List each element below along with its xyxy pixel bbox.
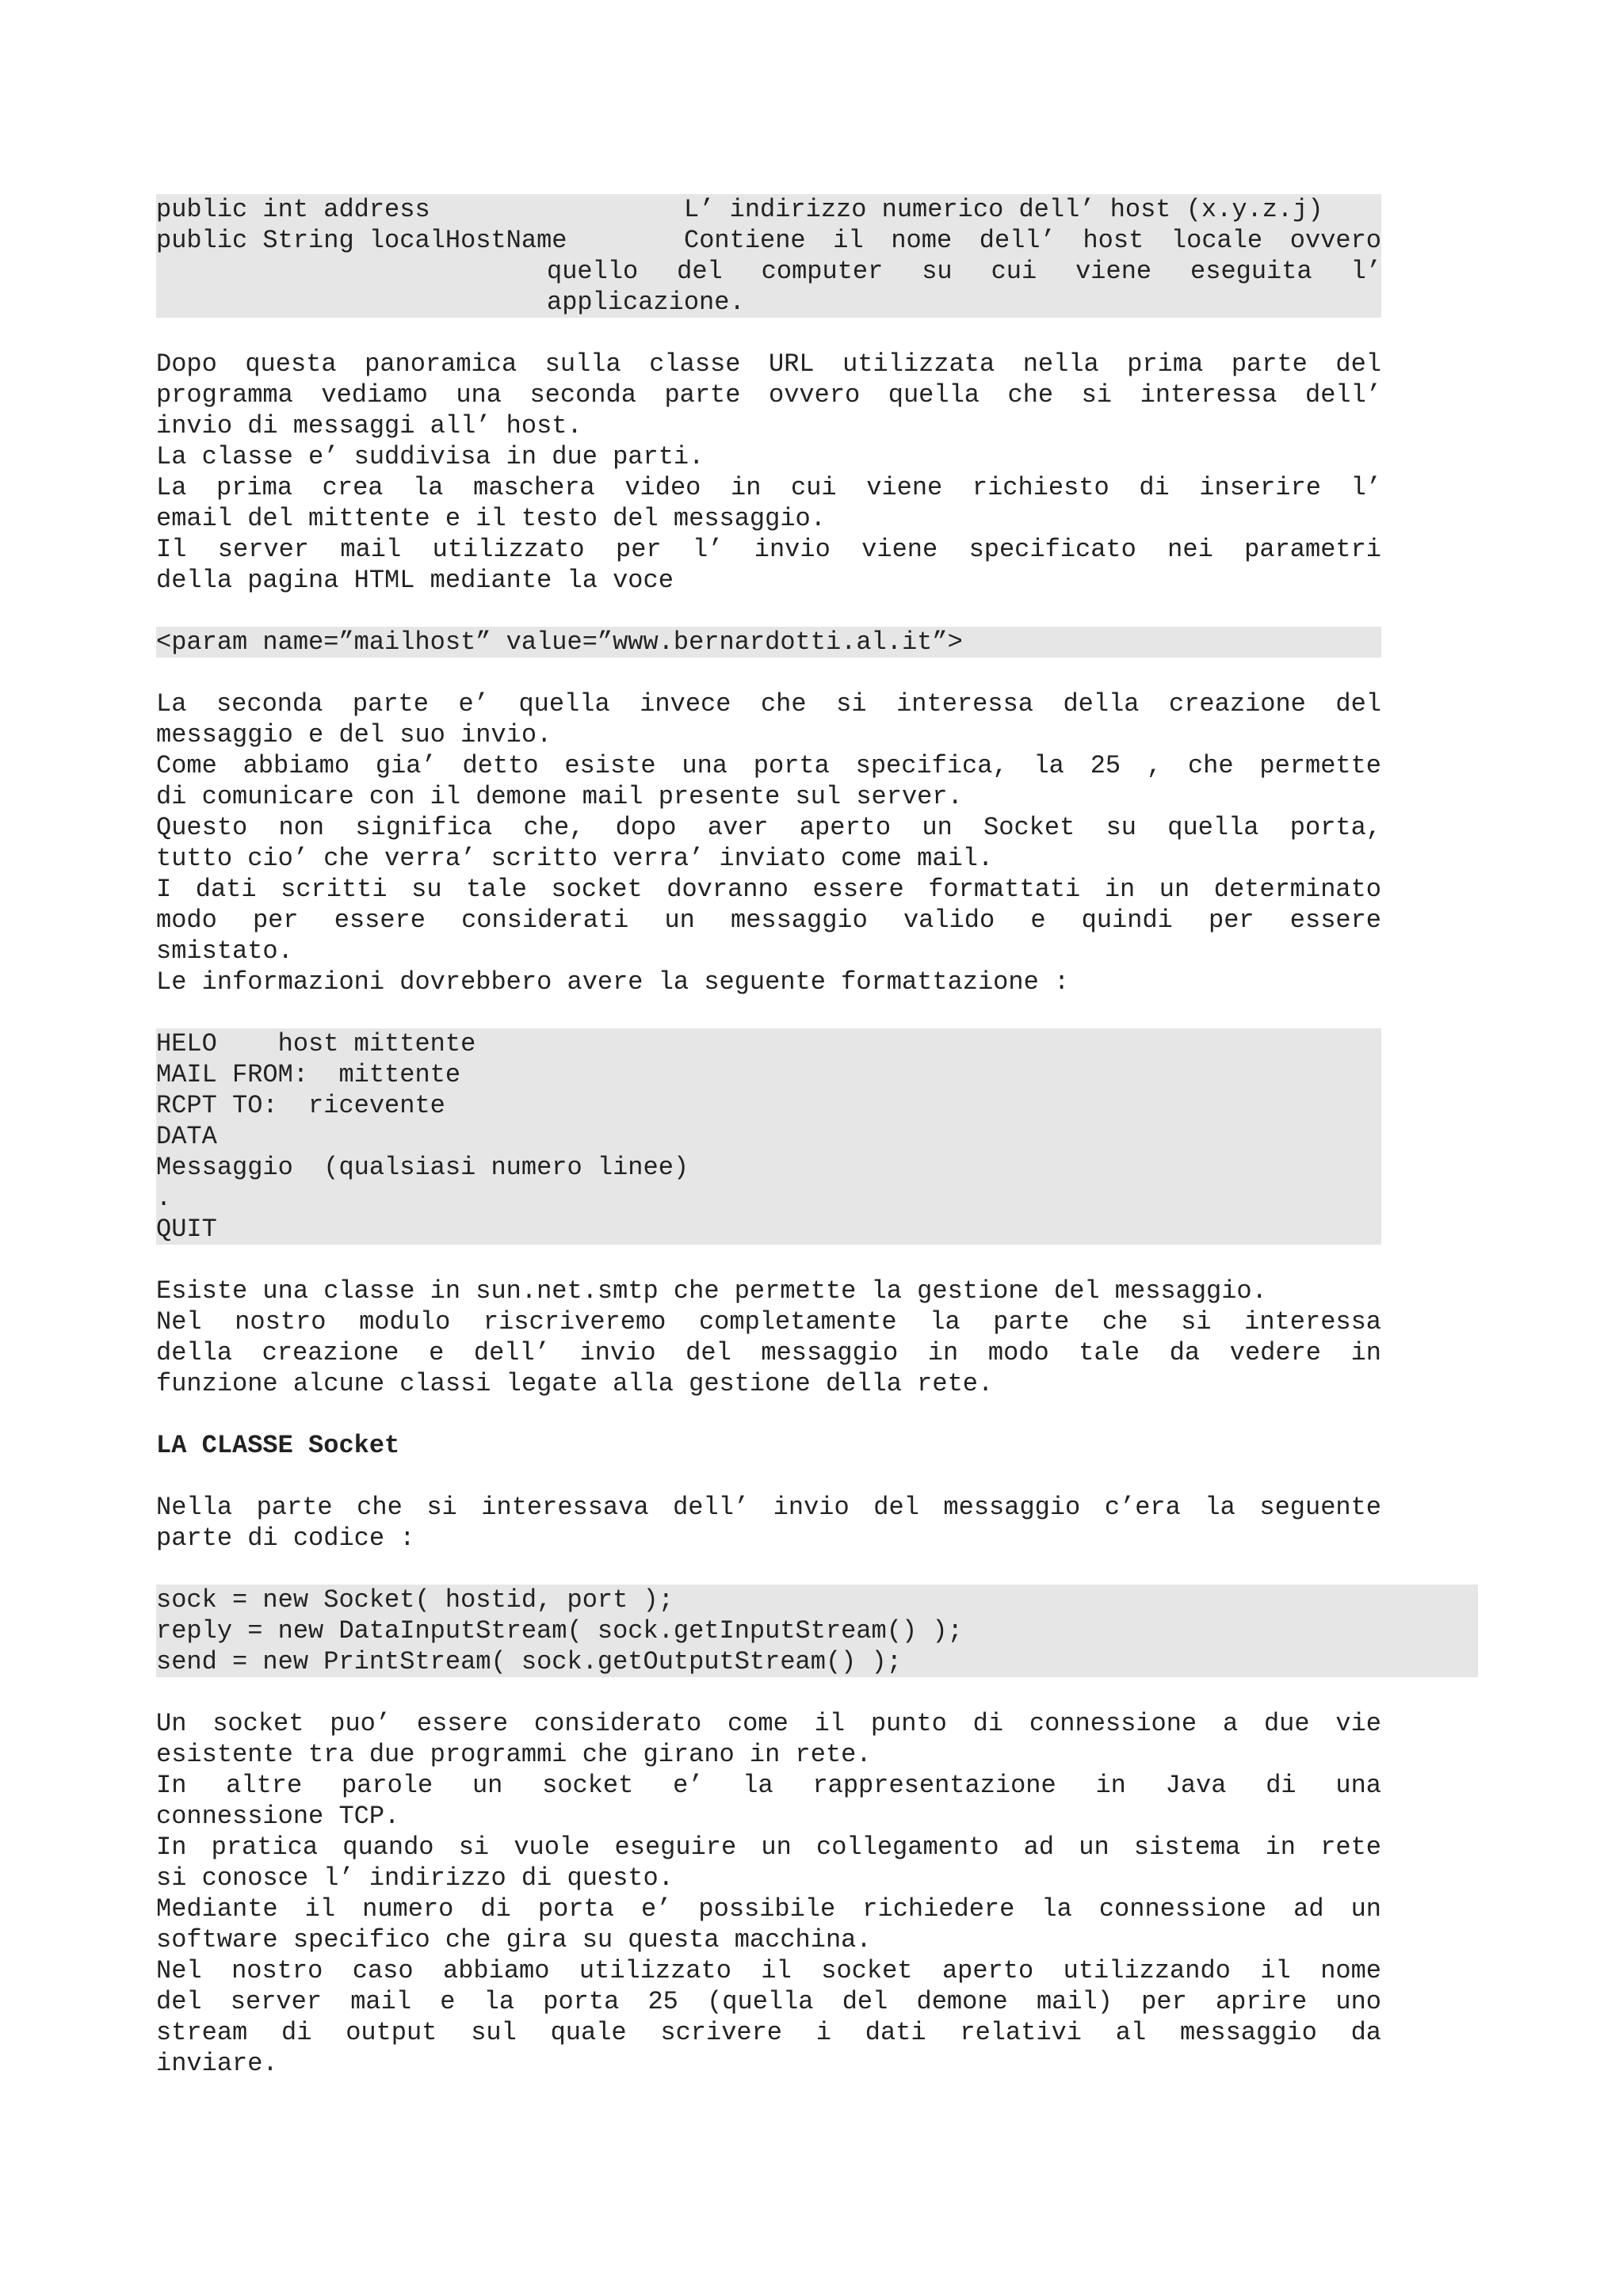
text-line: stream di output sul quale scrivere i dati relativi al messaggio da (156, 2018, 1381, 2047)
code-line: HELO host mittente (156, 1029, 476, 1058)
text-line: Nel nostro caso abbiamo utilizzato il socket aperto utilizzando il nome (156, 1956, 1381, 1985)
text-line: inviare. (156, 2049, 278, 2078)
text-line: Il server mail utilizzato per l’ invio viene specificato nei parametri (156, 535, 1381, 564)
code-line: send = new PrintStream( sock.getOutputStream() ); (156, 1647, 902, 1676)
field-row-localhostname (156, 225, 1381, 256)
text-line: modo per essere considerati un messaggio valido e quindi per essere (156, 906, 1381, 935)
code-line: MAIL FROM: mittente (156, 1060, 461, 1089)
text-line: messaggio e del suo invio. (156, 720, 552, 749)
text-line: esistente tra due programmi che girano in rete. (156, 1740, 872, 1769)
text-line: In altre parole un socket e’ la rappresentazione in Java di una (156, 1771, 1381, 1800)
fields-table (156, 194, 1381, 318)
text-line: di comunicare con il demone mail presente sul server. (156, 782, 963, 811)
text-line: connessione TCP. (156, 1802, 400, 1831)
text-line: La classe e’ suddivisa in due parti. (156, 442, 705, 471)
field-declaration: public int address (156, 195, 430, 224)
field-description: Contiene il nome dell’ host locale ovvero (684, 226, 1381, 255)
paragraph-socket-explanation (156, 1708, 1381, 2079)
paragraph-url-overview (156, 349, 1381, 596)
section-heading: LA CLASSE Socket (156, 1431, 400, 1460)
text-line: parte di codice : (156, 1524, 415, 1553)
code-line: reply = new DataInputStream( sock.getInputStream() ); (156, 1616, 963, 1646)
field-declaration: public String localHostName (156, 226, 567, 255)
code-line: QUIT (156, 1215, 217, 1244)
code-line: . (156, 1184, 172, 1213)
code-line: Messaggio (qualsiasi numero linee) (156, 1153, 689, 1182)
text-line: La seconda parte e’ quella invece che si interessa della creazione del (156, 689, 1381, 719)
text-line: Le informazioni dovrebbero avere la seguente formattazione : (156, 967, 1070, 997)
text-line: I dati scritti su tale socket dovranno essere formattati in un determinato (156, 875, 1381, 904)
field-description-continuation: quello del computer su cui viene eseguita l’ (547, 257, 1381, 286)
text-line: Nella parte che si interessava dell’ invio del messaggio c’era la seguente (156, 1493, 1381, 1522)
text-line: del server mail e la porta 25 (quella del demone mail) per aprire uno (156, 1987, 1381, 2016)
text-line: Questo non significa che, dopo aver aperto un Socket su quella porta, (156, 813, 1381, 842)
code-line: RCPT TO: ricevente (156, 1091, 445, 1120)
page-content (156, 194, 1381, 2079)
text-line: Nel nostro modulo riscriveremo completamente la parte che si interessa (156, 1307, 1381, 1337)
smtp-format-block (156, 1028, 1381, 1245)
paragraph-message-creation (156, 688, 1381, 997)
text-line: email del mittente e il testo del messaggio. (156, 504, 826, 533)
text-line: Un socket puo’ essere considerato come il punto di connessione a due vie (156, 1709, 1381, 1738)
text-line: smistato. (156, 936, 293, 966)
text-line: funzione alcune classi legate alla gestione della rete. (156, 1369, 994, 1398)
param-code-block: <param name=”mailhost” value=”www.bernardotti.al.it”> (156, 627, 1381, 658)
field-row-address (156, 194, 1381, 225)
text-line: Dopo questa panoramica sulla classe URL utilizzata nella prima parte del (156, 349, 1381, 379)
paragraph-smtp-class (156, 1276, 1381, 1399)
socket-code-block (156, 1585, 1478, 1677)
text-line: Come abbiamo gia’ detto esiste una porta specifica, la 25 , che permette (156, 751, 1381, 780)
text-line: Esiste una classe in sun.net.smtp che permette la gestione del messaggio. (156, 1276, 1267, 1306)
text-line: In pratica quando si vuole eseguire un collegamento ad un sistema in rete (156, 1833, 1381, 1862)
code-line: sock = new Socket( hostid, port ); (156, 1585, 674, 1615)
field-description-continuation: applicazione. (547, 288, 745, 317)
text-line: programma vediamo una seconda parte ovvero quella che si interessa dell’ (156, 380, 1381, 410)
text-line: della pagina HTML mediante la voce (156, 566, 674, 595)
field-description: L’ indirizzo numerico dell’ host (x.y.z.j) (684, 195, 1323, 224)
text-line: Mediante il numero di porta e’ possibile richiedere la connessione ad un (156, 1894, 1381, 1924)
text-line: invio di messaggi all’ host. (156, 411, 582, 441)
code-line: DATA (156, 1122, 217, 1151)
text-line: della creazione e dell’ invio del messaggio in modo tale da vedere in (156, 1338, 1381, 1367)
text-line: si conosce l’ indirizzo di questo. (156, 1863, 674, 1893)
text-line: La prima crea la maschera video in cui viene richiesto di inserire l’ (156, 473, 1381, 502)
text-line: software specifico che gira su questa macchina. (156, 1925, 872, 1955)
text-line: tutto cio’ che verra’ scritto verra’ inviato come mail. (156, 844, 994, 873)
paragraph-code-intro (156, 1492, 1381, 1554)
